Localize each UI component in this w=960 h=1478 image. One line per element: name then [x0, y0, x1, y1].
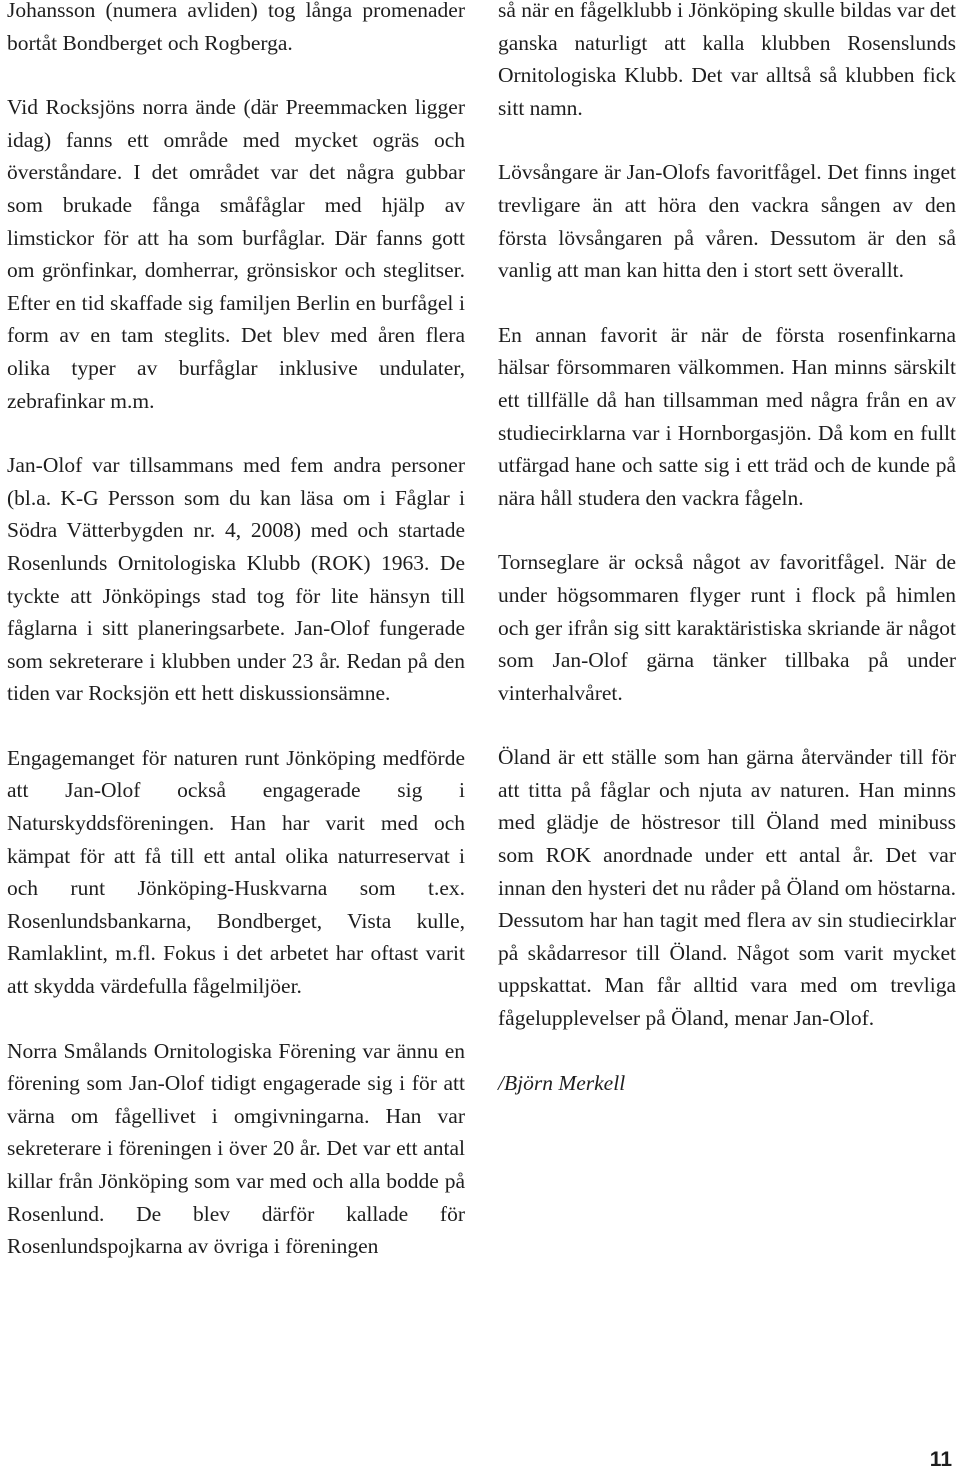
- page-number: 11: [929, 1448, 952, 1471]
- paragraph: Johansson (numera avliden) tog långa promenader bortåt Bondberget och Rogberga.: [7, 0, 465, 55]
- author-signature: /Björn Merkell: [498, 1070, 626, 1095]
- paragraph: Engagemanget för naturen runt Jönköping medförde att Jan-Olof också engagerade sig i Naturskyddsföreningen. Han har varit med och kämpat för att få till ett antal olika naturreservat i och runt Jönköping-Huskvarna som t.ex. Rosenlundsbankarna, Bondberget, Vista kulle, Ramlaklint, m.fl. Fokus i det arbetet har oftast varit att skydda värdefulla fågelmiljöer.: [7, 745, 465, 999]
- paragraph: så när en fågelklubb i Jönköping skulle bildas var det ganska naturligt att kalla klubben Rosenslunds Ornitologiska Klubb. Det var alltså så klubben fick sitt namn.: [498, 0, 956, 120]
- paragraph: Vid Rocksjöns norra ände (där Preemmacken ligger idag) fanns ett område med mycket ogräs och överståndare. I det området var det några gubbar som brukade fånga småfåglar med hjälp av limstickor för att ha som burfåglar. Där fanns gott om grönfinkar, domherrar, grönsiskor och steglitser. Efter en tid skaffade sig familjen Berlin en burfågel i form av en tam steglits. Det blev med åren flera olika typer av burfåglar inklusive undulater, zebrafinkar m.m.: [7, 95, 465, 413]
- paragraph: Öland är ett ställe som han gärna återvänder till för att titta på fåglar och njuta av naturen. Han minns med glädje de höstresor till Öland med minibuss som ROK anordnade under ett antal år. Det var innan den hysteri det nu råder på Öland om höstarna. Dessutom har han tagit med flera av sin studiecirklar på skådarresor till Öland. Något som varit mycket uppskattat. Man får alltid vara med om trevliga fågelupplevelser på Öland, menar Jan-Olof.: [498, 745, 956, 1031]
- left-text-column: [7, 0, 465, 1295]
- right-text-column: [498, 0, 956, 1131]
- paragraph: En annan favorit är när de första rosenfinkarna hälsar försommaren välkommen. Han minns särskilt ett tillfälle då han tillsamman med några från en av studiecirklarna var i Hornborgasjön. Då kom en fullt utfärgad hane och satte sig i ett träd och de kunde på nära håll studera den vackra fågeln.: [498, 322, 956, 510]
- paragraph: Tornseglare är också något av favoritfågel. När de under högsommaren flyger runt i flock på himlen och ger ifrån sig sitt karaktäristiska skriande är något som Jan-Olof gärna tänker tillbaka på under vinterhalvåret.: [498, 550, 956, 705]
- paragraph: Norra Smålands Ornitologiska Förening var ännu en förening som Jan-Olof tidigt engagerade sig i för att värna om fågellivet i omgivningarna. Han var sekreterare i föreningen i över 20 år. Det var ett antal killar från Jönköping som var med och alla bodde på Rosenlund. De blev därför kallade för Rosenlundspojkarna av övriga i föreningen: [7, 1038, 465, 1259]
- paragraph: Lövsångare är Jan-Olofs favoritfågel. Det finns inget trevligare än att höra den vackra sången av den första lövsångaren på våren. Dessutom är den så vanlig att man kan hitta den i stort sett överallt.: [498, 160, 956, 283]
- paragraph: Jan-Olof var tillsammans med fem andra personer (bl.a. K-G Persson som du kan läsa om i Fåglar i Södra Vätterbygden nr. 4, 2008) med och startade Rosenlunds Ornitologiska Klubb (ROK) 1963. De tyckte att Jönköpings stad tog för lite hänsyn till fåglarna i sitt planeringsarbete. Jan-Olof fungerade som sekreterare i klubben under 23 år. Redan på den tiden var Rocksjön ett hett diskussionsämne.: [7, 453, 465, 706]
